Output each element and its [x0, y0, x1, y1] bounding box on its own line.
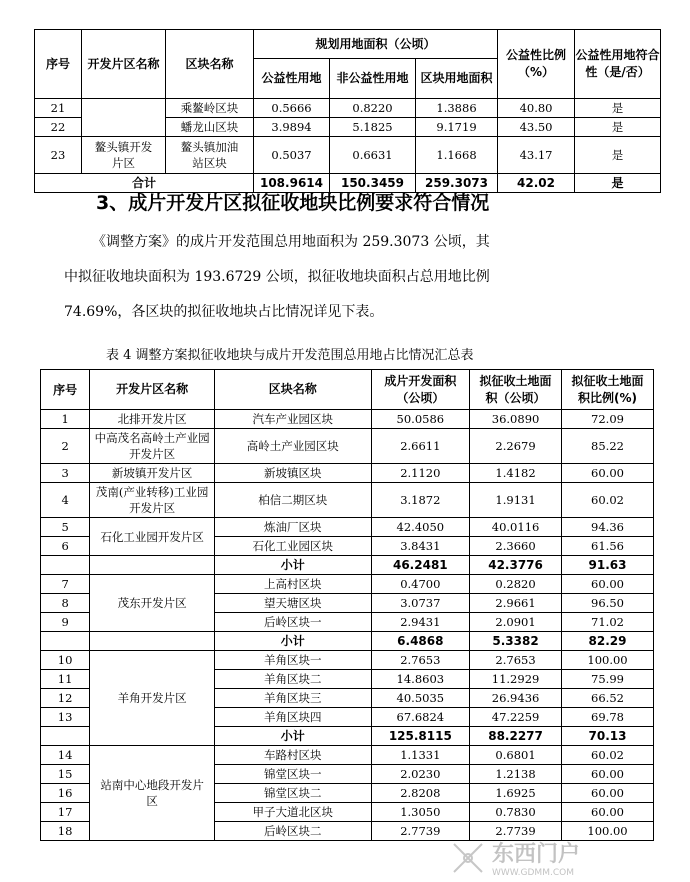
cell-area: 3.1872 [371, 483, 470, 518]
cell-expro: 1.9131 [470, 483, 562, 518]
header-zone: 开发片区名称 [82, 30, 166, 99]
cell-total: 9.1719 [416, 118, 498, 137]
cell-ratio: 60.00 [562, 784, 654, 803]
cell-area: 2.7653 [371, 651, 470, 670]
cell-expro: 26.9436 [470, 689, 562, 708]
watermark [448, 838, 658, 878]
watermark-logo-icon [448, 838, 658, 878]
cell-block: 羊角区块四 [215, 708, 372, 727]
cell-expro: 0.2820 [470, 575, 562, 594]
watermark-brand: 东西门户 [492, 842, 581, 867]
cell-ratio: 72.09 [562, 410, 654, 429]
cell-area: 2.7739 [371, 822, 470, 841]
cell-area: 125.8115 [371, 727, 470, 746]
cell-block: 羊角区块一 [215, 651, 372, 670]
cell-expro: 42.3776 [470, 556, 562, 575]
cell-area: 2.0230 [371, 765, 470, 784]
cell-block: 石化工业园区块 [215, 537, 372, 556]
cell-zone: 羊角开发片区 [90, 651, 215, 746]
cell-block: 新坡镇区块 [215, 464, 372, 483]
cell-block: 柏信二期区块 [215, 483, 372, 518]
cell-zone: 茂南(产业转移)工业园开发片区 [90, 483, 215, 518]
header-seq: 序号 [35, 30, 82, 99]
cell-block: 后岭区块二 [215, 822, 372, 841]
table-row [41, 483, 654, 518]
cell-nonpublic: 150.3459 [330, 174, 416, 193]
cell-total-label: 合计 [35, 174, 254, 193]
table-row [41, 410, 654, 429]
cell-ratio: 91.63 [562, 556, 654, 575]
table-caption: 表 4 调整方案拟征收地块与成片开发范围总用地占比情况汇总表 [106, 348, 474, 363]
cell-expro: 0.7830 [470, 803, 562, 822]
cell-ratio: 60.00 [562, 575, 654, 594]
table-row [35, 99, 661, 118]
cell-area: 67.6824 [371, 708, 470, 727]
cell-ratio: 60.02 [562, 746, 654, 765]
cell-public: 0.5037 [254, 137, 330, 174]
paragraph-line: 74.69%，各区块的拟征收地块占比情况详见下表。 [64, 304, 384, 320]
table-row [35, 137, 661, 174]
table-row [41, 518, 654, 537]
cell-seq: 1 [41, 410, 90, 429]
header-planned-area: 规划用地面积（公顷） [254, 30, 498, 59]
cell-ratio: 40.80 [498, 99, 575, 118]
cell-expro: 40.0116 [470, 518, 562, 537]
cell-area: 1.1331 [371, 746, 470, 765]
header-block: 区块名称 [215, 370, 372, 410]
cell-public: 0.5666 [254, 99, 330, 118]
cell-expro: 1.2138 [470, 765, 562, 784]
cell-zone: 新坡镇开发片区 [90, 464, 215, 483]
cell-block: 羊角区块三 [215, 689, 372, 708]
cell-seq: 15 [41, 765, 90, 784]
cell-seq: 16 [41, 784, 90, 803]
cell-zone [90, 556, 215, 575]
table-header-row [41, 370, 654, 410]
cell-zone: 中高茂名高岭土产业园开发片区 [90, 429, 215, 464]
cell-seq: 7 [41, 575, 90, 594]
cell-seq: 13 [41, 708, 90, 727]
header-compliance: 公益性用地符合性（是/否） [575, 30, 661, 99]
subtotal-row [41, 632, 654, 651]
cell-total: 1.3886 [416, 99, 498, 118]
cell-seq: 5 [41, 518, 90, 537]
cell-block: 车路村区块 [215, 746, 372, 765]
cell-expro: 1.6925 [470, 784, 562, 803]
cell-compliance: 是 [575, 118, 661, 137]
cell-expro: 5.3382 [470, 632, 562, 651]
cell-block: 锦堂区块二 [215, 784, 372, 803]
cell-nonpublic: 5.1825 [330, 118, 416, 137]
watermark-url: WWW.GDMM.COM [492, 868, 574, 878]
cell-expro: 2.0901 [470, 613, 562, 632]
cell-ratio: 96.50 [562, 594, 654, 613]
cell-expro: 2.9661 [470, 594, 562, 613]
cell-ratio: 43.50 [498, 118, 575, 137]
cell-zone [90, 632, 215, 651]
table-header-row [35, 30, 661, 59]
cell-expro: 1.4182 [470, 464, 562, 483]
cell-seq: 2 [41, 429, 90, 464]
cell-ratio: 85.22 [562, 429, 654, 464]
cell-seq: 12 [41, 689, 90, 708]
cell-block: 高岭土产业园区块 [215, 429, 372, 464]
cell-area: 1.3050 [371, 803, 470, 822]
cell-subtotal-label: 小计 [215, 727, 372, 746]
cell-zone: 鳌头镇开发片区 [82, 137, 166, 174]
cell-block: 锦堂区块一 [215, 765, 372, 784]
table-row [41, 575, 654, 594]
cell-block: 甲子大道北区块 [215, 803, 372, 822]
cell-block: 后岭区块一 [215, 613, 372, 632]
cell-ratio: 60.00 [562, 765, 654, 784]
cell-block: 炼油厂区块 [215, 518, 372, 537]
cell-block: 上高村区块 [215, 575, 372, 594]
cell-seq: 11 [41, 670, 90, 689]
table-row [41, 746, 654, 765]
cell-seq: 23 [35, 137, 82, 174]
cell-area: 46.2481 [371, 556, 470, 575]
cell-block: 乘鳌岭区块 [166, 99, 254, 118]
header-dev-area: 成片开发面积（公顷） [371, 370, 470, 410]
cell-ratio: 100.00 [562, 651, 654, 670]
cell-seq: 14 [41, 746, 90, 765]
cell-area: 0.4700 [371, 575, 470, 594]
cell-public: 108.9614 [254, 174, 330, 193]
cell-expro: 2.3660 [470, 537, 562, 556]
subtotal-row [41, 556, 654, 575]
cell-seq: 4 [41, 483, 90, 518]
cell-ratio: 94.36 [562, 518, 654, 537]
cell-zone: 站南中心地段开发片区 [90, 746, 215, 841]
cell-area: 40.5035 [371, 689, 470, 708]
cell-expro: 0.6801 [470, 746, 562, 765]
cell-area: 2.9431 [371, 613, 470, 632]
cell-ratio: 71.02 [562, 613, 654, 632]
cell-ratio: 61.56 [562, 537, 654, 556]
cell-ratio: 69.78 [562, 708, 654, 727]
cell-subtotal-label: 小计 [215, 632, 372, 651]
cell-block: 鳌头镇加油站区块 [166, 137, 254, 174]
cell-seq: 8 [41, 594, 90, 613]
cell-area: 2.8208 [371, 784, 470, 803]
cell-zone: 石化工业园开发片区 [90, 518, 215, 556]
cell-area: 6.4868 [371, 632, 470, 651]
cell-seq [41, 727, 90, 746]
table-row [41, 429, 654, 464]
cell-seq: 21 [35, 99, 82, 118]
cell-ratio: 43.17 [498, 137, 575, 174]
cell-total: 259.3073 [416, 174, 498, 193]
cell-expro: 47.2259 [470, 708, 562, 727]
cell-seq: 17 [41, 803, 90, 822]
header-public: 公益性用地 [254, 59, 330, 99]
cell-area: 3.8431 [371, 537, 470, 556]
paragraph-line: 中拟征收地块面积为 193.6729 公顷，拟征收地块面积占总用地比例 [64, 269, 490, 285]
cell-seq: 10 [41, 651, 90, 670]
cell-nonpublic: 0.8220 [330, 99, 416, 118]
header-seq: 序号 [41, 370, 90, 410]
cell-zone [82, 99, 166, 137]
cell-zone: 北排开发片区 [90, 410, 215, 429]
cell-ratio: 42.02 [498, 174, 575, 193]
cell-compliance: 是 [575, 174, 661, 193]
paragraph-line: 《调整方案》的成片开发范围总用地面积为 259.3073 公顷，其 [92, 234, 490, 250]
cell-seq [41, 556, 90, 575]
cell-ratio: 60.00 [562, 803, 654, 822]
cell-ratio: 75.99 [562, 670, 654, 689]
cell-block: 望天塘区块 [215, 594, 372, 613]
cell-ratio: 60.02 [562, 483, 654, 518]
section-heading: 3、成片开发片区拟征收地块比例要求符合情况 [96, 192, 490, 214]
table-row [41, 464, 654, 483]
cell-seq: 3 [41, 464, 90, 483]
header-total-area: 区块用地面积 [416, 59, 498, 99]
cell-area: 42.4050 [371, 518, 470, 537]
cell-compliance: 是 [575, 137, 661, 174]
cell-ratio: 60.00 [562, 464, 654, 483]
cell-block: 羊角区块二 [215, 670, 372, 689]
cell-block: 汽车产业园区块 [215, 410, 372, 429]
cell-block: 蟠龙山区块 [166, 118, 254, 137]
cell-public: 3.9894 [254, 118, 330, 137]
cell-ratio: 70.13 [562, 727, 654, 746]
cell-nonpublic: 0.6631 [330, 137, 416, 174]
cell-compliance: 是 [575, 99, 661, 118]
table-row [41, 651, 654, 670]
header-expro-area: 拟征收土地面积（公顷） [470, 370, 562, 410]
cell-seq: 22 [35, 118, 82, 137]
cell-total: 1.1668 [416, 137, 498, 174]
header-expro-ratio: 拟征收土地面积比例(%) [562, 370, 654, 410]
header-public-ratio: 公益性比例（%） [498, 30, 575, 99]
cell-area: 3.0737 [371, 594, 470, 613]
cell-zone: 茂东开发片区 [90, 575, 215, 632]
cell-expro: 36.0890 [470, 410, 562, 429]
cell-ratio: 100.00 [562, 822, 654, 841]
cell-subtotal-label: 小计 [215, 556, 372, 575]
header-block: 区块名称 [166, 30, 254, 99]
cell-seq: 6 [41, 537, 90, 556]
cell-expro: 88.2277 [470, 727, 562, 746]
cell-seq [41, 632, 90, 651]
cell-area: 2.1120 [371, 464, 470, 483]
expropriation-ratio-table [40, 369, 654, 841]
header-zone: 开发片区名称 [90, 370, 215, 410]
land-use-table [34, 29, 661, 193]
cell-area: 2.6611 [371, 429, 470, 464]
cell-area: 50.0586 [371, 410, 470, 429]
cell-seq: 9 [41, 613, 90, 632]
cell-expro: 2.7653 [470, 651, 562, 670]
cell-seq: 18 [41, 822, 90, 841]
cell-expro: 2.7739 [470, 822, 562, 841]
cell-ratio: 82.29 [562, 632, 654, 651]
header-nonpublic: 非公益性用地 [330, 59, 416, 99]
cell-expro: 11.2929 [470, 670, 562, 689]
cell-area: 14.8603 [371, 670, 470, 689]
cell-expro: 2.2679 [470, 429, 562, 464]
cell-ratio: 66.52 [562, 689, 654, 708]
